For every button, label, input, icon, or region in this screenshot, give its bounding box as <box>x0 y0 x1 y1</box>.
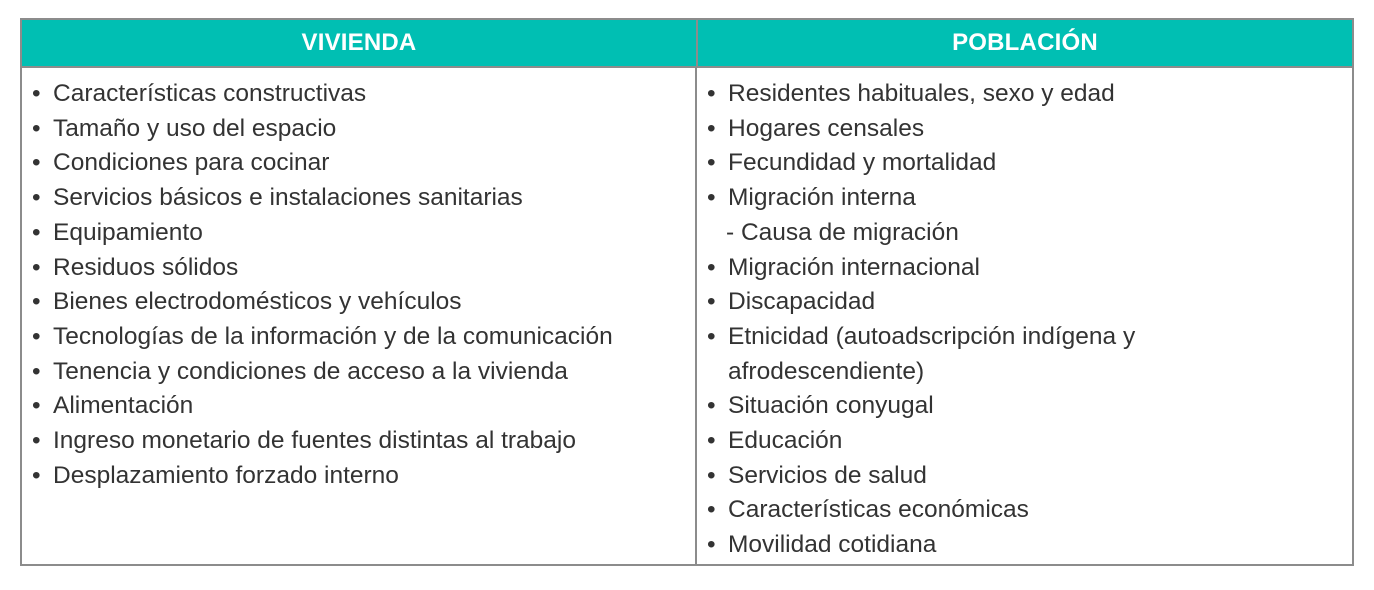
list-item: • Alimentación <box>30 389 695 424</box>
header-poblacion: POBLACIÓN <box>952 29 1098 56</box>
list-item: • Características económicas <box>705 493 1352 528</box>
list-item: • Residentes habituales, sexo y edad <box>705 77 1352 112</box>
list-item: • Hogares censales <box>705 112 1352 147</box>
list-item: • Tamaño y uso del espacio <box>30 112 695 147</box>
list-item: • Tecnologías de la información y de la comunicación <box>30 320 695 355</box>
census-topics-table <box>20 18 1354 566</box>
list-item: • Migración internacional <box>705 251 1352 286</box>
list-item: • Educación <box>705 424 1352 459</box>
list-item: • Ingreso monetario de fuentes distintas al trabajo <box>30 424 695 459</box>
list-item: • Situación conyugal <box>705 389 1352 424</box>
list-item: • Equipamiento <box>30 216 695 251</box>
list-item: • Migración interna <box>705 181 1352 216</box>
list-item: • Características constructivas <box>30 77 695 112</box>
list-item: • Etnicidad (autoadscripción indígena y <box>705 320 1352 355</box>
list-item: • Discapacidad <box>705 285 1352 320</box>
list-item: • Servicios básicos e instalaciones sanitarias <box>30 181 695 216</box>
poblacion-column <box>697 68 1352 564</box>
list-item: • Desplazamiento forzado interno <box>30 459 695 494</box>
list-item: • Servicios de salud <box>705 459 1352 494</box>
list-subitem: - Causa de migración <box>726 218 959 246</box>
poblacion-list <box>705 77 1352 563</box>
list-item: • Fecundidad y mortalidad <box>705 146 1352 181</box>
list-item-continuation: afrodescendiente) <box>728 357 925 385</box>
list-item: • Residuos sólidos <box>30 251 695 286</box>
list-item: • Condiciones para cocinar <box>30 146 695 181</box>
table-header <box>22 20 1352 68</box>
vivienda-column <box>22 68 697 564</box>
header-vivienda: VIVIENDA <box>22 20 698 66</box>
list-item: • Tenencia y condiciones de acceso a la vivienda <box>30 355 695 390</box>
list-item: • Bienes electrodomésticos y vehículos <box>30 285 695 320</box>
list-item: • Movilidad cotidiana <box>705 528 1352 563</box>
table-body <box>22 68 1352 564</box>
vivienda-list <box>30 77 695 493</box>
